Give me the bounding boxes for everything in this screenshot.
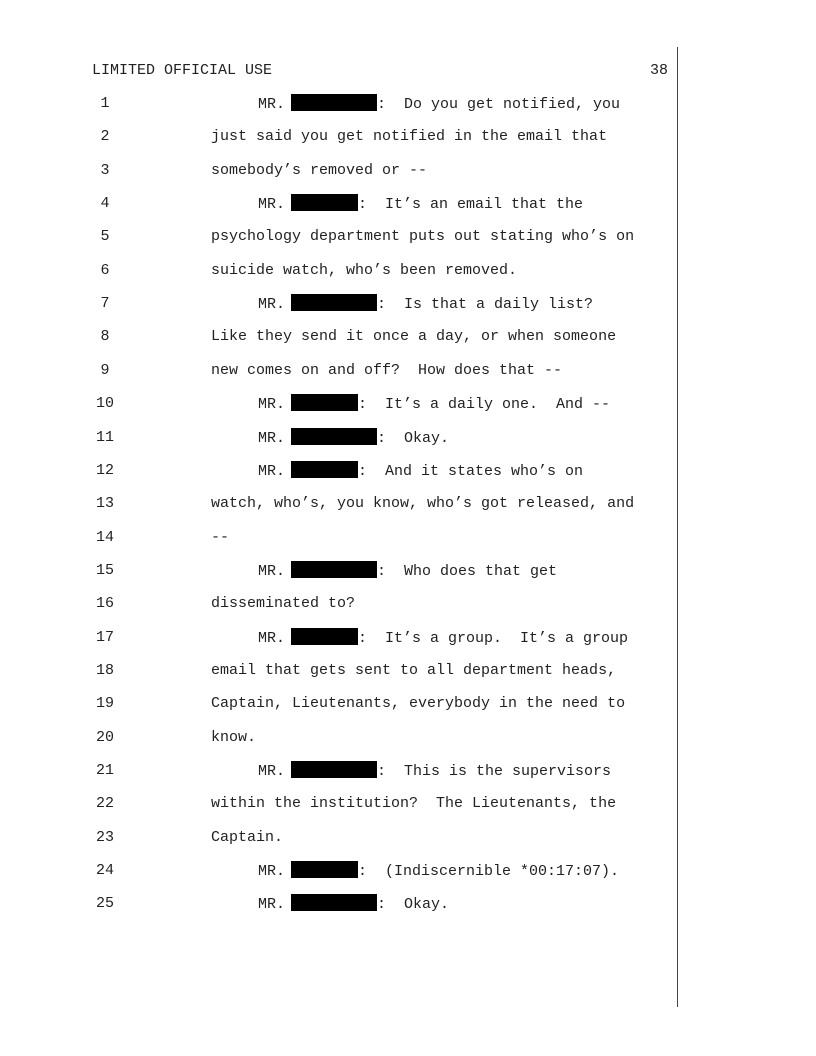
line-text bbox=[211, 261, 517, 281]
spoken-text: : Okay. bbox=[377, 429, 450, 447]
line-text bbox=[258, 394, 610, 415]
transcript-line bbox=[0, 161, 680, 181]
redaction-box bbox=[291, 194, 358, 211]
redaction-box bbox=[291, 561, 377, 578]
spoken-text: : Who does that get bbox=[377, 562, 558, 580]
line-text bbox=[258, 561, 557, 582]
line-text bbox=[211, 227, 634, 247]
classification-header: LIMITED OFFICIAL USE bbox=[92, 62, 273, 79]
line-number: 4 bbox=[100, 195, 110, 213]
transcript-line bbox=[0, 261, 680, 281]
spoken-text: Captain. bbox=[211, 828, 284, 846]
transcript-line bbox=[0, 294, 680, 314]
speaker-label: MR. bbox=[258, 562, 286, 580]
line-number: 15 bbox=[95, 561, 114, 579]
transcript-line bbox=[0, 361, 680, 381]
speaker-label: MR. bbox=[258, 629, 286, 647]
line-text bbox=[258, 294, 593, 315]
line-number: 1 bbox=[100, 95, 110, 112]
line-text bbox=[258, 94, 620, 115]
line-number: 13 bbox=[95, 495, 114, 513]
speaker-label: MR. bbox=[258, 196, 286, 214]
line-text bbox=[211, 828, 283, 848]
line-number: 21 bbox=[95, 762, 114, 779]
transcript-line bbox=[0, 194, 680, 214]
spoken-text: -- bbox=[211, 528, 230, 546]
spoken-text: somebody’s removed or -- bbox=[211, 161, 428, 179]
speaker-label: MR. bbox=[258, 896, 286, 914]
line-text bbox=[258, 761, 611, 782]
spoken-text: within the institution? The Lieutenants, the bbox=[211, 795, 617, 813]
redaction-box bbox=[291, 394, 358, 411]
line-text bbox=[211, 127, 607, 147]
transcript-line bbox=[0, 394, 680, 414]
line-number: 14 bbox=[95, 528, 114, 546]
spoken-text: suicide watch, who’s been removed. bbox=[211, 261, 518, 279]
line-text bbox=[258, 628, 628, 649]
transcript-line bbox=[0, 761, 680, 781]
line-text bbox=[211, 728, 256, 748]
speaker-label: MR. bbox=[258, 763, 286, 780]
speaker-label: MR. bbox=[258, 429, 286, 447]
speaker-label: MR. bbox=[258, 462, 286, 480]
transcript-line bbox=[0, 94, 680, 114]
spoken-text: Captain, Lieutenants, everybody in the need to bbox=[211, 695, 626, 713]
redaction-box bbox=[291, 628, 358, 645]
line-text bbox=[211, 327, 616, 347]
speaker-label: MR. bbox=[258, 863, 286, 881]
transcript-line bbox=[0, 428, 680, 448]
transcript-line bbox=[0, 461, 680, 481]
line-text bbox=[211, 361, 562, 381]
spoken-text: : It’s an email that the bbox=[358, 196, 584, 214]
line-number: 10 bbox=[95, 395, 114, 413]
spoken-text: watch, who’s, you know, who’s got released, and bbox=[211, 495, 635, 513]
spoken-text: : And it states who’s on bbox=[358, 462, 584, 480]
speaker-label: MR. bbox=[258, 396, 286, 414]
line-number: 25 bbox=[95, 895, 114, 913]
transcript-line bbox=[0, 594, 680, 614]
spoken-text: just said you get notified in the email that bbox=[211, 128, 608, 146]
line-text bbox=[211, 528, 229, 548]
transcript-line bbox=[0, 628, 680, 648]
redaction-box bbox=[291, 428, 377, 445]
spoken-text: : (Indiscernible *00:17:07). bbox=[358, 863, 620, 881]
spoken-text: psychology department puts out stating who’s on bbox=[211, 228, 635, 246]
spoken-text: new comes on and off? How does that -- bbox=[211, 361, 563, 379]
line-text bbox=[258, 461, 583, 482]
transcript-line bbox=[0, 327, 680, 347]
transcript-line bbox=[0, 861, 680, 881]
redaction-box bbox=[291, 894, 377, 911]
redaction-box bbox=[291, 294, 377, 311]
spoken-text: email that gets sent to all department heads, bbox=[211, 661, 617, 679]
transcript-line bbox=[0, 528, 680, 548]
spoken-text: : Do you get notified, you bbox=[377, 96, 621, 113]
transcript-line bbox=[0, 127, 680, 147]
line-text bbox=[258, 428, 449, 449]
spoken-text: disseminated to? bbox=[211, 595, 356, 613]
line-number: 19 bbox=[95, 695, 114, 713]
transcript-line bbox=[0, 828, 680, 848]
line-number: 3 bbox=[100, 161, 110, 179]
line-number: 17 bbox=[95, 628, 114, 646]
line-text bbox=[258, 861, 619, 882]
spoken-text: : This is the supervisors bbox=[377, 763, 612, 780]
spoken-text: : It’s a daily one. And -- bbox=[358, 396, 611, 414]
transcript-line bbox=[0, 227, 680, 247]
transcript-line bbox=[0, 894, 680, 914]
line-number: 9 bbox=[100, 361, 110, 379]
speaker-label: MR. bbox=[258, 96, 286, 113]
line-number: 20 bbox=[95, 728, 114, 746]
transcript-line bbox=[0, 661, 680, 681]
line-number: 11 bbox=[95, 428, 114, 446]
redaction-box bbox=[291, 461, 358, 478]
transcript-line bbox=[0, 728, 680, 748]
line-number: 6 bbox=[100, 261, 110, 279]
speaker-label: MR. bbox=[258, 296, 286, 314]
line-number: 24 bbox=[95, 862, 114, 880]
line-text bbox=[211, 794, 616, 814]
line-number: 12 bbox=[95, 461, 114, 479]
line-number: 7 bbox=[100, 295, 110, 313]
line-text bbox=[211, 661, 616, 681]
line-number: 5 bbox=[100, 228, 110, 246]
spoken-text: : Okay. bbox=[377, 896, 450, 914]
redaction-box bbox=[291, 761, 377, 778]
line-number: 23 bbox=[95, 828, 114, 846]
spoken-text: Like they send it once a day, or when someone bbox=[211, 328, 617, 346]
line-number: 18 bbox=[95, 661, 114, 679]
line-text bbox=[258, 194, 583, 215]
transcript-line bbox=[0, 494, 680, 514]
line-number: 8 bbox=[100, 328, 110, 346]
redaction-box bbox=[291, 861, 358, 878]
spoken-text: : Is that a daily list? bbox=[377, 296, 594, 314]
transcript-line bbox=[0, 794, 680, 814]
line-text bbox=[211, 594, 355, 614]
line-number: 22 bbox=[95, 795, 114, 813]
line-text bbox=[258, 894, 449, 915]
transcript-line bbox=[0, 561, 680, 581]
line-text bbox=[211, 694, 625, 714]
line-number: 2 bbox=[100, 128, 110, 146]
page-number: 38 bbox=[649, 62, 668, 79]
transcript-line bbox=[0, 694, 680, 714]
spoken-text: know. bbox=[211, 728, 257, 746]
line-text bbox=[211, 161, 427, 181]
line-text bbox=[211, 494, 634, 514]
line-number: 16 bbox=[95, 595, 114, 613]
redaction-box bbox=[291, 94, 377, 111]
spoken-text: : It’s a group. It’s a group bbox=[358, 629, 629, 647]
